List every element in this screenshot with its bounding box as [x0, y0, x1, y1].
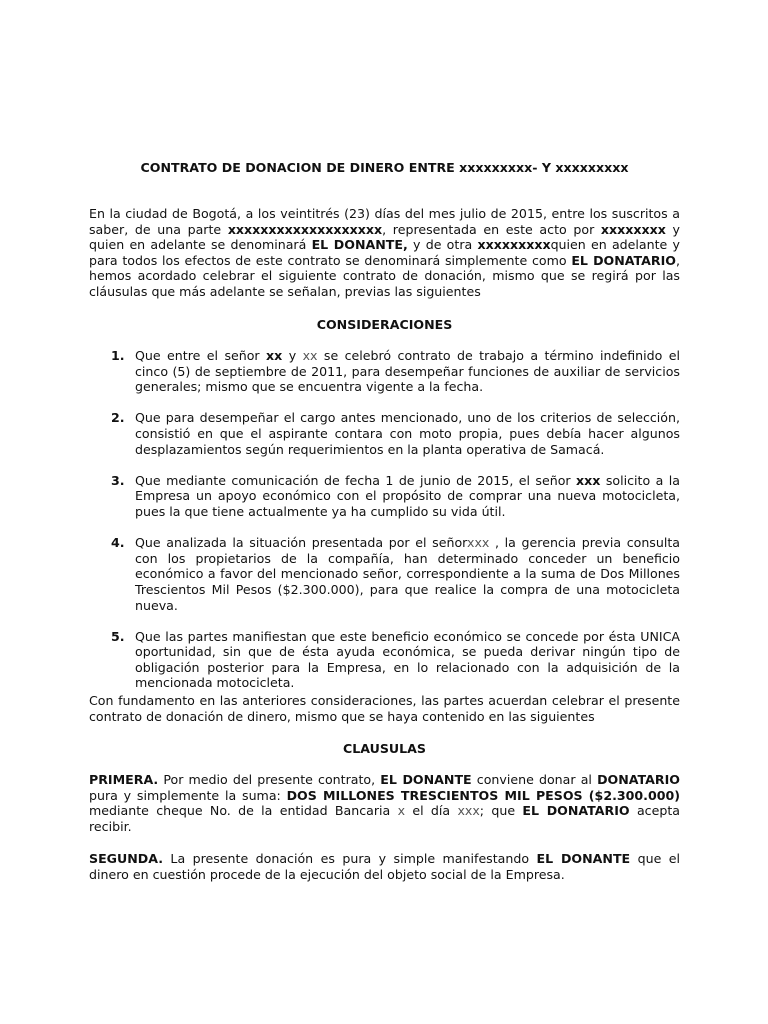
consideration-item	[89, 348, 680, 395]
clause-text: Por medio del presente contrato,	[158, 772, 381, 787]
item-number: 3.	[111, 472, 125, 488]
intro-text: y de otra	[407, 237, 478, 253]
item-text: Que las partes manifiestan que este beneficio económico se concede por ésta UNICA oportunidad, sin que de ésta ayuda económica, se pueda derivar ningún tipo de obligación posterior para la Empresa, en lo relacionado con la adquisición de la mencionada motocicleta.	[135, 628, 680, 691]
amount-text: DOS MILLONES TRESCIENTOS MIL PESOS ($2.300.000)	[286, 787, 680, 803]
clause-text: ; que	[479, 803, 523, 819]
bank-placeholder: x	[397, 803, 406, 819]
party-two-name: xxxxxxxxx	[477, 237, 551, 253]
item-text: Que analizada la situación presentada por el señor	[135, 535, 467, 551]
item-text: solicito a la Empresa un apoyo económico con el propósito de comprar una nueva motocicleta, pues la que tiene actualmente ya ha cumplido su vida útil.	[135, 472, 680, 519]
item-placeholder: xxx	[467, 535, 490, 551]
consideration-item	[89, 410, 680, 457]
item-text: Que para desempeñar el cargo antes mencionado, uno de los criterios de selección, consistió en que el aspirante contara con moto propia, pues debía hacer algunos desplazamientos según requerimientos en la planta operativa de Samacá.	[135, 410, 680, 457]
donee-term: EL DONATARIO	[571, 252, 676, 268]
clause-text: mediante cheque No. de la entidad Bancaria	[89, 803, 398, 819]
date-placeholder: xxx	[457, 803, 480, 819]
contract-title: CONTRATO DE DONACION DE DINERO ENTRE xxxxxxxxx- Y xxxxxxxxx	[140, 160, 629, 175]
clause-label: PRIMERA.	[89, 772, 159, 787]
clause-text: el día	[405, 803, 458, 819]
consideration-item	[89, 535, 680, 613]
item-bold: xxx	[576, 472, 601, 488]
intro-text: quien en adelante y para todos los efectos de este contrato se denominará simplemente como	[89, 237, 680, 268]
consideration-item	[89, 473, 680, 520]
foundation-paragraph: Con fundamento en las anteriores consideraciones, las partes acuerdan celebrar el presente contrato de donación de dinero, mismo que se haya contenido en las siguientes	[89, 693, 680, 724]
item-text: Que entre el señor	[135, 348, 267, 363]
donee-term: DONATARIO	[597, 772, 680, 787]
party-one-name: xxxxxxxxxxxxxxxxxxx	[227, 221, 383, 237]
item-text: , la gerencia previa consulta con los propietarios de la compañía, han determinado conceder un beneficio económico a favor del mencionado señor, correspondiente a la suma de Dos Millones Trescientos Mil Pesos ($2.300.000), para que realice la compra de una motocicleta nueva.	[135, 535, 681, 613]
clause-text: La presente donación es pura y simple manifestando	[163, 851, 537, 866]
donor-term: EL DONANTE	[536, 851, 631, 866]
consideration-item	[89, 629, 680, 691]
clause-text: acepta recibir.	[89, 803, 680, 834]
donor-term: EL DONANTE	[380, 772, 472, 787]
clause-segunda	[89, 851, 680, 882]
clause-primera	[89, 772, 680, 834]
donor-term: EL DONANTE,	[311, 237, 408, 253]
item-text: Que mediante comunicación de fecha 1 de junio de 2015, el señor	[135, 472, 577, 488]
item-bold: xx	[266, 348, 283, 363]
representative-name: xxxxxxxx	[600, 221, 666, 237]
clauses-heading: CLAUSULAS	[343, 741, 426, 756]
intro-text: , hemos acordado celebrar el siguiente contrato de donación, mismo que se regirá por las cláusulas que más adelante se señalan, previas las siguientes	[89, 252, 680, 299]
intro-text: , representada en este acto por	[382, 221, 601, 237]
item-number: 4.	[111, 535, 125, 551]
item-placeholder: xx	[302, 348, 318, 363]
considerations-list	[89, 348, 680, 707]
intro-paragraph	[89, 206, 680, 300]
item-text: y	[282, 348, 303, 363]
item-number: 5.	[111, 628, 125, 644]
intro-text: y quien en adelante se denominará	[89, 221, 681, 253]
item-number: 1.	[111, 348, 125, 363]
clause-text: que el dinero en cuestión procede de la ejecución del objeto social de la Empresa.	[89, 851, 680, 882]
donee-term: EL DONATARIO	[522, 803, 630, 819]
item-text: se celebró contrato de trabajo a término indefinido el cinco (5) de septiembre de 2011, para desempeñar funciones de auxiliar de servicios generales; mismo que se encuentra vigente a la fecha.	[135, 348, 680, 395]
item-number: 2.	[111, 410, 125, 426]
clause-label: SEGUNDA.	[89, 851, 163, 866]
intro-text: En la ciudad de Bogotá, a los veintitrés (23) días del mes julio de 2015, entre los suscritos a saber, de una parte	[89, 206, 680, 237]
clause-text: pura y simplemente la suma:	[89, 787, 287, 803]
clause-text: conviene donar al	[471, 772, 598, 787]
considerations-heading: CONSIDERACIONES	[316, 317, 453, 332]
